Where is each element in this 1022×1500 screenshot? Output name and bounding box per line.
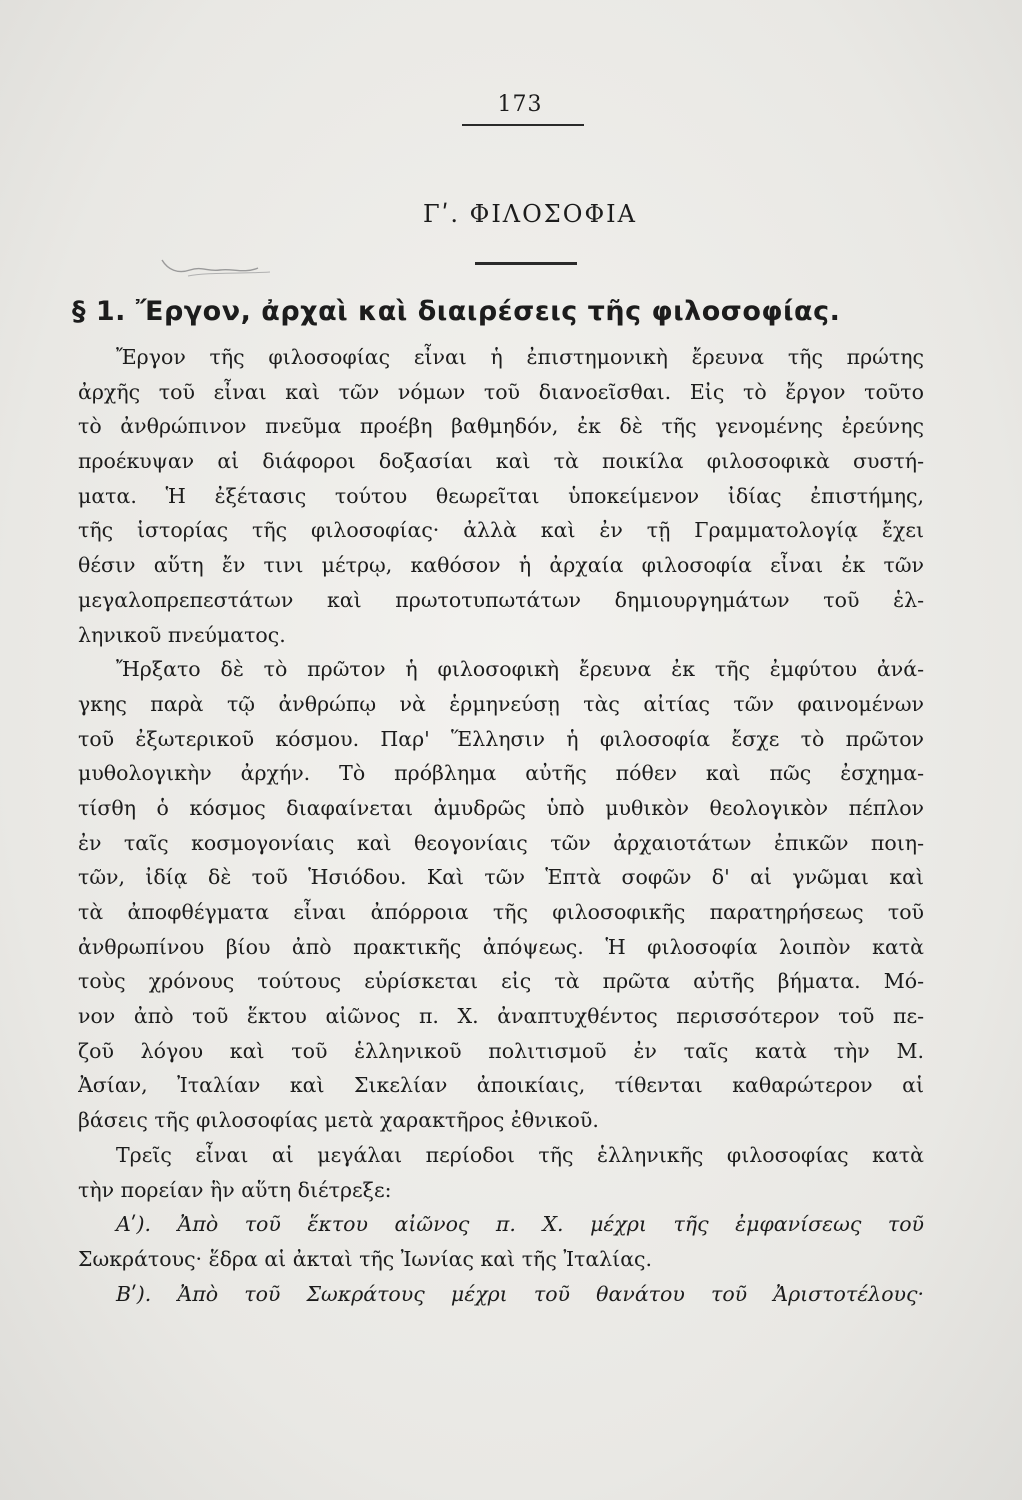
text-line: τῶν, ἰδίᾳ δὲ τοῦ Ἡσιόδου. Καὶ τῶν Ἑπτὰ σοφῶν δ' αἱ γνῶμαι καὶ <box>78 865 924 890</box>
text-line: μεγαλοπρεπεστάτων καὶ πρωτοτυπωτάτων δημιουργημάτων τοῦ ἑλ- <box>78 587 924 612</box>
text-line: θέσιν αὕτη ἔν τινι μέτρῳ, καθόσον ἡ ἀρχαία φιλοσοφία εἶναι ἐκ τῶν <box>78 553 924 578</box>
text-line: τῆς ἱστορίας τῆς φιλοσοφίας· ἀλλὰ καὶ ἐν τῇ Γραμματολογίᾳ ἔχει <box>78 518 924 543</box>
text-line: τοὺς χρόνους τούτους εὑρίσκεται εἰς τὰ πρῶτα αὐτῆς βήματα. Μό- <box>78 969 924 994</box>
period-b-line: Βʹ). Ἀπὸ τοῦ Σωκράτους μέχρι τοῦ θανάτου τοῦ Ἀριστοτέλους· <box>116 1281 924 1306</box>
text-line: ἀρχῆς τοῦ εἶναι καὶ τῶν νόμων τοῦ διανοεῖσθαι. Εἰς τὸ ἔργον τοῦτο <box>78 379 924 404</box>
pencil-mark <box>158 252 278 282</box>
text-line: νον ἀπὸ τοῦ ἕκτου αἰῶνος π. Χ. ἀναπτυχθέντος περισσότερον τοῦ πε- <box>78 1004 924 1029</box>
text-line: ἐν ταῖς κοσμογονίαις καὶ θεογονίαις τῶν ἀρχαιοτάτων ἐπικῶν ποιη- <box>78 830 924 855</box>
text-line: μυθολογικὴν ἀρχήν. Τὸ πρόβλημα αὐτῆς πόθεν καὶ πῶς ἐσχημα- <box>78 761 924 786</box>
text-line: Ἔργον τῆς φιλοσοφίας εἶναι ἡ ἐπιστημονικὴ ἔρευνα τῆς πρώτης <box>116 345 924 369</box>
text-line: τὰ ἀποφθέγματα εἶναι ἀπόρροια τῆς φιλοσοφικῆς παρατηρήσεως τοῦ <box>78 900 924 924</box>
text-line: Ἀσίαν, Ἰταλίαν καὶ Σικελίαν ἀποικίαις, τίθενται καθαρώτερον αἱ <box>78 1073 924 1098</box>
page-number: 173 <box>497 92 543 117</box>
text-line: τοῦ ἐξωτερικοῦ κόσμου. Παρ' Ἕλλησιν ἡ φιλοσοφία ἔσχε τὸ πρῶτον <box>78 726 924 751</box>
section-heading: § 1. Ἔργον, ἀρχαὶ καὶ διαιρέσεις τῆς φιλοσοφίας. <box>72 296 841 327</box>
text-line: βάσεις τῆς φιλοσοφίας μετὰ χαρακτῆρος ἐθνικοῦ. <box>78 1108 599 1133</box>
text-line: τὴν πορείαν ἣν αὕτη διέτρεξε: <box>78 1177 392 1202</box>
period-a-line: Σωκράτους· ἕδρα αἱ ἀκταὶ τῆς Ἰωνίας καὶ τῆς Ἰταλίας. <box>78 1246 653 1271</box>
text-line: ζοῦ λόγου καὶ τοῦ ἑλληνικοῦ πολιτισμοῦ ἐν ταῖς κατὰ τὴν Μ. <box>78 1038 924 1063</box>
text-line: προέκυψαν αἱ διάφοροι δοξασίαι καὶ τὰ ποικίλα φιλοσοφικὰ συστή- <box>78 449 924 474</box>
text-line: ληνικοῦ πνεύματος. <box>78 622 286 647</box>
text-line: ἀνθρωπίνου βίου ἀπὸ πρακτικῆς ἀπόψεως. Ἡ φιλοσοφία λοιπὸν κατὰ <box>78 934 924 959</box>
header-rule <box>462 124 584 126</box>
text-line: ματα. Ἡ ἐξέτασις τούτου θεωρεῖται ὑποκείμενον ἰδίας ἐπιστήμης, <box>78 483 924 508</box>
text-line: Τρεῖς εἶναι αἱ μεγάλαι περίοδοι τῆς ἑλληνικῆς φιλοσοφίας κατὰ <box>116 1142 924 1167</box>
text-line: τίσθη ὁ κόσμος διαφαίνεται ἀμυδρῶς ὑπὸ μυθικὸν θεολογικὸν πέπλον <box>78 795 924 820</box>
title-rule <box>475 262 577 265</box>
text-line: Ἤρξατο δὲ τὸ πρῶτον ἡ φιλοσοφικὴ ἔρευνα ἐκ τῆς ἐμφύτου ἀνά- <box>116 657 924 682</box>
text-line: τὸ ἀνθρώπινον πνεῦμα προέβη βαθμηδόν, ἐκ δὲ τῆς γενομένης ἐρεύνης <box>78 414 924 439</box>
chapter-title: Γʹ. ΦΙΛΟΣΟΦΙΑ <box>423 200 637 228</box>
period-a-line: Αʹ). Ἀπὸ τοῦ ἕκτου αἰῶνος π. Χ. μέχρι τῆς ἐμφανίσεως τοῦ <box>116 1212 924 1237</box>
body-text <box>78 340 924 1311</box>
text-line: γκης παρὰ τῷ ἀνθρώπῳ νὰ ἑρμηνεύσῃ τὰς αἰτίας τῶν φαινομένων <box>78 691 924 716</box>
